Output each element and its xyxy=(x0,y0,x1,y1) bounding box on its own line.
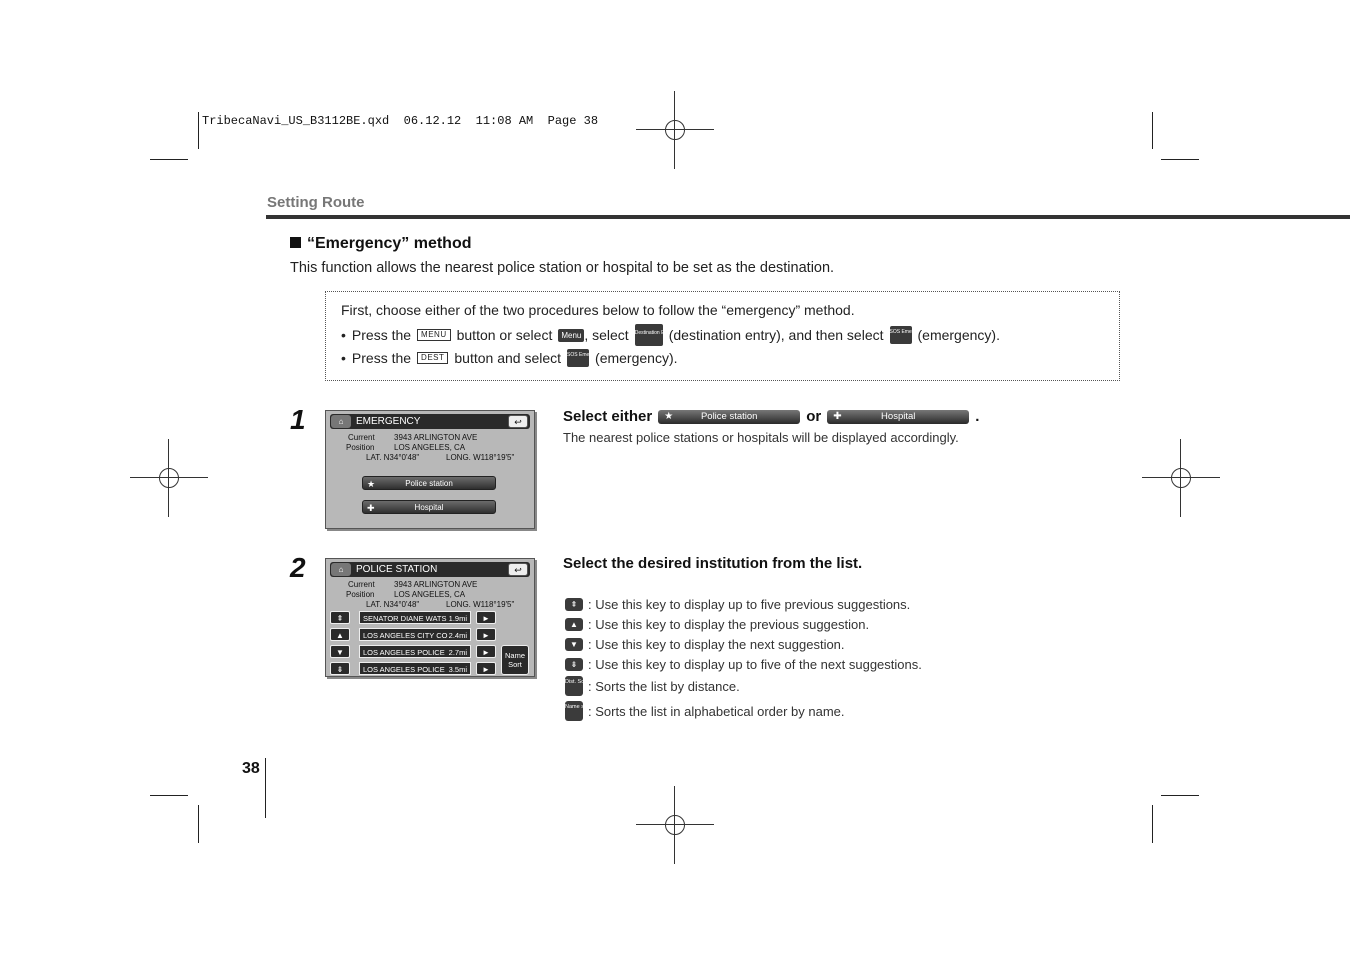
address: 3943 ARLINGTON AVE xyxy=(394,580,478,589)
page-up-button[interactable]: ⇞ xyxy=(330,611,350,624)
section-heading xyxy=(290,235,471,253)
crop-mark xyxy=(1161,795,1199,796)
legend-row xyxy=(565,654,922,674)
sos-emergency-icon: SOS Emergency xyxy=(890,326,912,344)
list-item-name: SENATOR DIANE WATS xyxy=(363,614,447,623)
row-detail-button[interactable]: ► xyxy=(476,611,496,624)
procedure-bullet-2 xyxy=(341,349,678,367)
list-item[interactable] xyxy=(359,662,471,675)
name-sort-icon: Name sort xyxy=(565,701,583,721)
step1-prefix: Select either xyxy=(563,408,653,425)
scroll-down-button[interactable]: ▼ xyxy=(330,645,350,658)
list-item-distance: 2.7mi xyxy=(448,648,467,657)
hospital-button[interactable] xyxy=(362,500,496,514)
screen-title: POLICE STATION xyxy=(330,562,530,577)
legend-text: : Use this key to display up to five previous suggestions. xyxy=(588,596,911,612)
legend-text: : Use this key to display the next suggestion. xyxy=(588,636,845,652)
home-icon[interactable]: ⌂ xyxy=(331,563,351,576)
legend-row xyxy=(565,594,922,614)
legend-text: : Use this key to display up to five of the next suggestions. xyxy=(588,656,922,672)
destination-entry-icon: Destination Entry xyxy=(635,324,663,346)
bullet2-text-3: (emergency). xyxy=(595,350,678,366)
bullet1-text-5: (emergency). xyxy=(917,327,1000,343)
registration-mark xyxy=(636,786,714,864)
heading-text: “Emergency” method xyxy=(307,235,472,252)
list-item-name: LOS ANGELES POLICE xyxy=(363,665,445,674)
hospital-label: Hospital xyxy=(414,503,444,512)
double-up-icon: ⇞ xyxy=(565,598,583,611)
row-detail-button[interactable]: ► xyxy=(476,662,496,675)
city: LOS ANGELES, CA xyxy=(394,590,466,599)
legend-text: : Use this key to display the previous suggestion. xyxy=(588,616,870,632)
intro-text: This function allows the nearest police station or hospital to be set as the destination. xyxy=(290,260,835,276)
procedure-bullet-1 xyxy=(341,324,1000,346)
crop-mark xyxy=(198,112,199,149)
registration-mark xyxy=(1142,439,1220,517)
legend-text: : Sorts the list in alphabetical order by name. xyxy=(588,703,845,719)
dist-sort-icon: Dist. Sort xyxy=(565,676,583,696)
legend-row xyxy=(565,674,922,698)
registration-mark xyxy=(636,91,714,169)
step-number: 2 xyxy=(290,552,306,583)
step2-heading: Select the desired institution from the list. xyxy=(563,555,863,572)
sort-label-1: Name xyxy=(504,651,525,660)
page-number: 38 xyxy=(242,760,260,777)
bullet-dot: • xyxy=(341,350,346,366)
sort-label-2: Sort xyxy=(508,660,522,669)
address: 3943 ARLINGTON AVE xyxy=(394,433,478,442)
procedure-box xyxy=(325,291,1120,381)
bullet2-text-1: Press the xyxy=(351,350,412,366)
crop-mark xyxy=(1152,805,1153,843)
crop-mark xyxy=(198,805,199,843)
list-item-distance: 2.4mi xyxy=(448,631,467,640)
list-item-name: LOS ANGELES CITY CO xyxy=(363,631,448,640)
cross-icon: ✚ xyxy=(833,410,842,422)
crop-mark xyxy=(1152,112,1153,149)
hospital-button-icon xyxy=(827,410,969,424)
position-label: Position xyxy=(346,443,375,452)
bullet1-text-4: (destination entry), and then select xyxy=(668,327,884,343)
key-legend xyxy=(565,594,922,724)
home-icon[interactable]: ⌂ xyxy=(331,415,351,428)
bullet1-text-2: button or select xyxy=(456,327,553,343)
hospital-label: Hospital xyxy=(881,410,916,422)
row-detail-button[interactable]: ► xyxy=(476,628,496,641)
position-label: Position xyxy=(346,590,375,599)
bullet1-text-3: , select xyxy=(584,327,629,343)
name-sort-button[interactable] xyxy=(501,645,529,675)
longitude: LONG. W118°19'5" xyxy=(446,600,515,609)
page-down-button[interactable]: ⇟ xyxy=(330,662,350,675)
bullet-dot: • xyxy=(341,327,346,343)
list-item[interactable] xyxy=(359,611,471,624)
city: LOS ANGELES, CA xyxy=(394,443,466,452)
police-station-button[interactable] xyxy=(362,476,496,490)
dest-key-icon: DEST xyxy=(417,352,448,364)
step-number: 1 xyxy=(290,404,306,435)
star-icon: ★ xyxy=(367,479,376,489)
latitude: LAT. N34°0'48" xyxy=(366,600,420,609)
current-label: Current xyxy=(348,433,375,442)
legend-row xyxy=(565,698,922,724)
step1-or: or xyxy=(806,408,822,425)
legend-row xyxy=(565,614,922,634)
menu-key-icon: MENU xyxy=(417,329,451,341)
step1-description: The nearest police stations or hospitals will be displayed accordingly. xyxy=(563,430,959,445)
step1-end: . xyxy=(975,408,980,425)
star-icon: ★ xyxy=(664,410,674,422)
longitude: LONG. W118°19'5" xyxy=(446,453,515,462)
slug-line: TribecaNavi_US_B3112BE.qxd 06.12.12 11:08 AM Page 38 xyxy=(202,114,599,128)
back-icon[interactable]: ↩ xyxy=(508,563,528,576)
police-station-label: Police station xyxy=(405,479,453,488)
latitude: LAT. N34°0'48" xyxy=(366,453,420,462)
scroll-up-button[interactable]: ▲ xyxy=(330,628,350,641)
double-down-icon: ⇟ xyxy=(565,658,583,671)
crop-mark xyxy=(1161,159,1199,160)
step1-heading xyxy=(563,408,979,425)
police-station-button-icon xyxy=(658,410,800,424)
current-label: Current xyxy=(348,580,375,589)
bullet1-text-1: Press the xyxy=(351,327,412,343)
list-item[interactable] xyxy=(359,645,471,658)
section-rule xyxy=(266,215,1350,219)
sos-emergency-icon: SOS Emergency xyxy=(567,349,589,367)
up-icon: ▲ xyxy=(565,618,583,631)
crop-mark xyxy=(150,159,188,160)
list-item[interactable] xyxy=(359,628,471,641)
registration-mark xyxy=(130,439,208,517)
menu-icon: Menu xyxy=(558,329,584,342)
list-item-distance: 3.5mi xyxy=(448,665,467,674)
list-item-name: LOS ANGELES POLICE xyxy=(363,648,445,657)
police-station-label: Police station xyxy=(700,410,758,422)
bullet2-text-2: button and select xyxy=(454,350,562,366)
page-number-rule xyxy=(265,758,266,818)
back-icon[interactable]: ↩ xyxy=(508,415,528,428)
emergency-screen xyxy=(325,410,535,529)
legend-text: : Sorts the list by distance. xyxy=(588,678,740,694)
section-label: Setting Route xyxy=(267,194,365,211)
down-icon: ▼ xyxy=(565,638,583,651)
square-bullet-icon xyxy=(290,237,301,248)
procedure-lead: First, choose either of the two procedures below to follow the “emergency” method. xyxy=(341,302,855,318)
legend-row xyxy=(565,634,922,654)
cross-icon: ✚ xyxy=(367,503,375,513)
list-item-distance: 1.9mi xyxy=(448,614,467,623)
screen-title: EMERGENCY xyxy=(330,414,530,429)
crop-mark xyxy=(150,795,188,796)
police-station-screen xyxy=(325,558,535,677)
row-detail-button[interactable]: ► xyxy=(476,645,496,658)
